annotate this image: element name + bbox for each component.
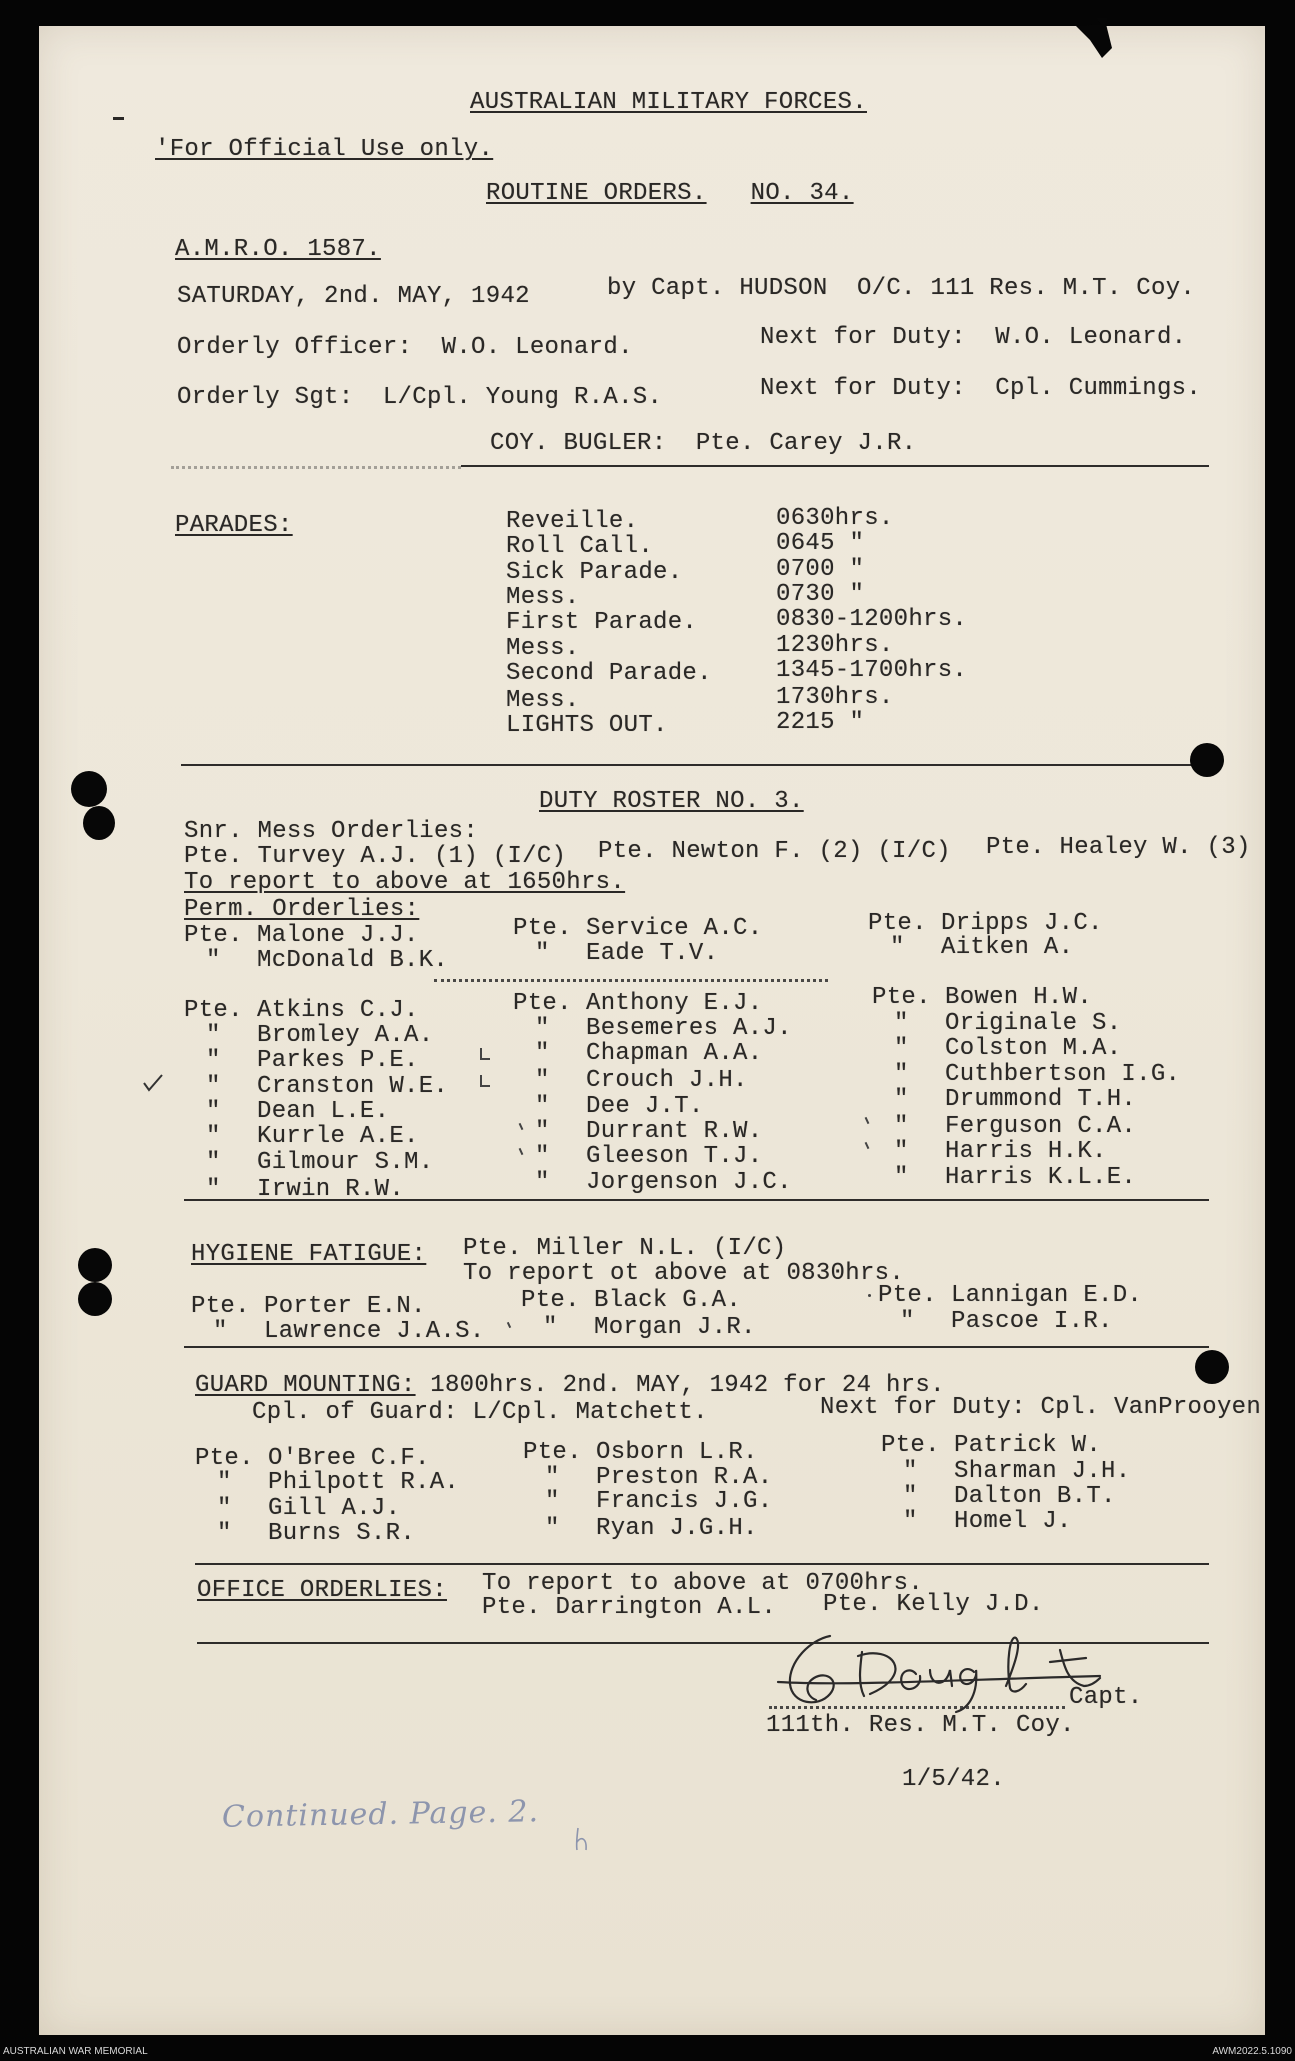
tick-mark xyxy=(868,1294,871,1297)
snr-mess-label: Snr. Mess Orderlies: xyxy=(184,818,479,845)
member-name: Cuthbertson I.G. xyxy=(945,1061,1181,1088)
ditto-mark: " xyxy=(535,1093,550,1120)
classification-note: 'For Official Use only. xyxy=(155,136,494,163)
ditto-mark: " xyxy=(217,1520,232,1547)
guard-next: Next for Duty: Cpl. VanProoyen xyxy=(820,1394,1262,1421)
ditto-mark: " xyxy=(900,1308,915,1335)
ditto-mark: " xyxy=(206,1149,221,1176)
member-name: Preston R.A. xyxy=(596,1464,773,1491)
ditto-mark: " xyxy=(217,1495,232,1522)
pencil-initial xyxy=(572,1826,594,1852)
hygiene-heading: HYGIENE FATIGUE: xyxy=(191,1241,427,1268)
orderly-officer-next: Next for Duty: W.O. Leonard. xyxy=(760,324,1187,351)
signature xyxy=(770,1622,1110,1714)
member-name: Malone J.J. xyxy=(257,922,419,949)
member-name: Ferguson C.A. xyxy=(945,1113,1137,1140)
ditto-mark: " xyxy=(894,1086,909,1113)
rank-prefix: Pte. xyxy=(513,990,572,1017)
snr-mess-orderly: Pte. Healey W. (3) xyxy=(986,834,1251,861)
parade-activity: Mess. xyxy=(506,584,580,611)
parade-time: 0700 " xyxy=(776,556,865,583)
ditto-mark: " xyxy=(535,1067,550,1094)
member-name: Bromley A.A. xyxy=(257,1022,434,1049)
perm-orderlies-label: Perm. Orderlies: xyxy=(184,896,420,923)
ditto-mark: " xyxy=(894,1061,909,1088)
orderly-officer: Orderly Officer: W.O. Leonard. xyxy=(177,334,633,361)
member-name: O'Bree C.F. xyxy=(268,1445,430,1472)
orderly-sgt: Orderly Sgt: L/Cpl. Young R.A.S. xyxy=(177,384,663,411)
ditto-mark: " xyxy=(206,1098,221,1125)
snr-mess-report: To report to above at 1650hrs. xyxy=(184,869,626,896)
ditto-mark: " xyxy=(535,1143,550,1170)
member-name: Philpott R.A. xyxy=(268,1469,460,1496)
rank-prefix: Pte. xyxy=(878,1282,937,1309)
parade-time: 0830-1200hrs. xyxy=(776,606,968,633)
member-name: Durrant R.W. xyxy=(586,1118,763,1145)
member-name: Crouch J.H. xyxy=(586,1067,748,1094)
parade-activity: Mess. xyxy=(506,635,580,662)
ditto-mark: " xyxy=(206,1047,221,1074)
document-title: AUSTRALIAN MILITARY FORCES. xyxy=(470,89,867,116)
member-name: Harris H.K. xyxy=(945,1138,1107,1165)
member-name: Irwin R.W. xyxy=(257,1176,405,1203)
office-heading: OFFICE ORDERLIES: xyxy=(197,1577,447,1604)
snr-mess-orderly: Pte. Turvey A.J. (1) (I/C) xyxy=(184,843,567,870)
member-name: Dripps J.C. xyxy=(941,910,1103,937)
ditto-mark: " xyxy=(543,1314,558,1341)
member-name: Lannigan E.D. xyxy=(951,1282,1143,1309)
guard-detail: 1800hrs. 2nd. MAY, 1942 for 24 hrs. xyxy=(430,1372,945,1399)
routine-orders-heading xyxy=(486,181,854,207)
member-name: Osborn L.R. xyxy=(596,1439,758,1466)
ditto-mark: " xyxy=(213,1318,228,1345)
parade-time: 0730 " xyxy=(776,581,865,608)
coy-bugler: COY. BUGLER: Pte. Carey J.R. xyxy=(490,430,917,457)
amro-number: A.M.R.O. 1587. xyxy=(175,236,381,263)
ditto-mark: " xyxy=(903,1483,918,1510)
office-report: To report to above at 0700hrs. xyxy=(482,1570,924,1597)
divider-rule xyxy=(181,764,1209,766)
ditto-mark: " xyxy=(206,947,221,974)
hygiene-report: To report ot above at 0830hrs. xyxy=(463,1260,905,1287)
parade-time: 1345-1700hrs. xyxy=(776,657,968,684)
member-name: McDonald B.K. xyxy=(257,947,449,974)
signoff-unit: 111th. Res. M.T. Coy. xyxy=(766,1712,1075,1739)
member-name: Drummond T.H. xyxy=(945,1086,1137,1113)
torn-corner xyxy=(1068,18,1138,64)
ditto-mark: " xyxy=(894,1113,909,1140)
member-name: Parkes P.E. xyxy=(257,1047,419,1074)
member-name: Lawrence J.A.S. xyxy=(264,1318,485,1345)
punch-hole xyxy=(78,1282,112,1316)
ditto-mark: " xyxy=(535,1169,550,1196)
parade-activity: Reveille. xyxy=(506,508,639,535)
member-name: Chapman A.A. xyxy=(586,1040,763,1067)
parade-time: 1230hrs. xyxy=(776,632,894,659)
member-name: Gleeson T.J. xyxy=(586,1143,763,1170)
member-name: Porter E.N. xyxy=(264,1293,426,1320)
signoff-rank: Capt. xyxy=(1069,1684,1143,1711)
parade-activity: Second Parade. xyxy=(506,660,712,687)
rank-prefix: Pte. xyxy=(521,1287,580,1314)
signoff-date: 1/5/42. xyxy=(902,1766,1005,1793)
snr-mess-orderly: Pte. Newton F. (2) (I/C) xyxy=(598,838,951,865)
member-name: Black G.A. xyxy=(594,1287,742,1314)
member-name: Pascoe I.R. xyxy=(951,1308,1113,1335)
member-name: Besemeres A.J. xyxy=(586,1015,792,1042)
parade-activity: LIGHTS OUT. xyxy=(506,712,668,739)
member-name: Dean L.E. xyxy=(257,1098,390,1125)
stray-mark xyxy=(113,117,124,120)
hygiene-leader: Pte. Miller N.L. (I/C) xyxy=(463,1235,787,1262)
ditto-mark: " xyxy=(894,1010,909,1037)
duty-roster-title: DUTY ROSTER NO. 3. xyxy=(539,788,804,815)
ditto-mark: " xyxy=(903,1458,918,1485)
order-date: SATURDAY, 2nd. MAY, 1942 xyxy=(177,283,530,310)
member-name: Service A.C. xyxy=(586,915,763,942)
rank-prefix: Pte. xyxy=(184,997,243,1024)
rank-prefix: Pte. xyxy=(872,984,931,1011)
rank-prefix: Pte. xyxy=(191,1293,250,1320)
member-name: Morgan J.R. xyxy=(594,1314,756,1341)
ditto-mark: " xyxy=(903,1508,918,1535)
tick-mark xyxy=(480,1048,490,1060)
roster-separator xyxy=(434,979,828,982)
ditto-mark: " xyxy=(206,1073,221,1100)
ditto-mark: " xyxy=(217,1469,232,1496)
rank-prefix: Pte. xyxy=(513,915,572,942)
ditto-mark: " xyxy=(894,1035,909,1062)
ditto-mark: " xyxy=(535,940,550,967)
ditto-mark: " xyxy=(545,1515,560,1542)
footer-accession: AWM2022.5.1090 xyxy=(1212,2046,1292,2057)
member-name: Originale S. xyxy=(945,1010,1122,1037)
orderly-sgt-next: Next for Duty: Cpl. Cummings. xyxy=(760,375,1202,402)
member-name: Anthony E.J. xyxy=(586,990,763,1017)
parade-activity: First Parade. xyxy=(506,609,698,636)
parade-time: 0630hrs. xyxy=(776,505,894,532)
parade-time: 0645 " xyxy=(776,530,865,557)
member-name: Aitken A. xyxy=(941,934,1074,961)
member-name: Ryan J.G.H. xyxy=(596,1515,758,1542)
member-name: Francis J.G. xyxy=(596,1488,773,1515)
parades-heading: PARADES: xyxy=(175,512,293,539)
ditto-mark: " xyxy=(535,1040,550,1067)
punch-hole xyxy=(1190,743,1224,777)
member-name: Patrick W. xyxy=(954,1432,1102,1459)
rank-prefix: Pte. xyxy=(868,910,927,937)
member-name: Gilmour S.M. xyxy=(257,1149,434,1176)
dotted-rule xyxy=(171,466,461,469)
parade-activity: Sick Parade. xyxy=(506,559,683,586)
ditto-mark: " xyxy=(206,1123,221,1150)
orders-title: ROUTINE ORDERS. xyxy=(486,180,707,207)
guard-heading: GUARD MOUNTING: xyxy=(195,1372,416,1399)
check-mark xyxy=(143,1074,163,1092)
member-name: Dalton B.T. xyxy=(954,1483,1116,1510)
member-name: Kurrle A.E. xyxy=(257,1123,419,1150)
member-name: Cranston W.E. xyxy=(257,1073,449,1100)
member-name: Gill A.J. xyxy=(268,1495,401,1522)
divider-rule xyxy=(195,1563,1209,1565)
member-name: Eade T.V. xyxy=(586,940,719,967)
punch-hole xyxy=(1195,1350,1229,1384)
ditto-mark: " xyxy=(206,1022,221,1049)
member-name: Dee J.T. xyxy=(586,1093,704,1120)
parade-time: 2215 " xyxy=(776,709,865,736)
rank-prefix: Pte. xyxy=(184,922,243,949)
ditto-mark: " xyxy=(535,1118,550,1145)
ditto-mark: " xyxy=(894,1138,909,1165)
member-name: Harris K.L.E. xyxy=(945,1164,1137,1191)
parade-activity: Mess. xyxy=(506,687,580,714)
rank-prefix: Pte. xyxy=(523,1439,582,1466)
parade-activity: Roll Call. xyxy=(506,533,654,560)
orders-number: NO. 34. xyxy=(750,180,854,207)
member-name: Atkins C.J. xyxy=(257,997,419,1024)
parade-time: 1730hrs. xyxy=(776,684,894,711)
tick-mark xyxy=(480,1075,490,1087)
member-name: Bowen H.W. xyxy=(945,984,1093,1011)
rank-prefix: Pte. xyxy=(195,1445,254,1472)
rank-prefix: Pte. xyxy=(881,1432,940,1459)
ditto-mark: " xyxy=(890,934,905,961)
issued-by: by Capt. HUDSON O/C. 111 Res. M.T. Coy. xyxy=(607,275,1196,302)
footer-credit: AUSTRALIAN WAR MEMORIAL xyxy=(3,2046,148,2057)
office-orderly: Pte. Kelly J.D. xyxy=(823,1591,1044,1618)
ditto-mark: " xyxy=(545,1464,560,1491)
member-name: Burns S.R. xyxy=(268,1520,416,1547)
office-orderly: Pte. Darrington A.L. xyxy=(482,1594,777,1621)
divider-rule xyxy=(184,1346,1209,1348)
pencil-annotation: Continued. Page. 2. xyxy=(221,1794,540,1835)
ditto-mark: " xyxy=(894,1164,909,1191)
guard-corporal: Cpl. of Guard: L/Cpl. Matchett. xyxy=(252,1399,708,1426)
divider-rule xyxy=(461,465,1209,467)
punch-hole xyxy=(83,806,115,840)
member-name: Jorgenson J.C. xyxy=(586,1169,792,1196)
ditto-mark: " xyxy=(206,1176,221,1203)
member-name: Colston M.A. xyxy=(945,1035,1122,1062)
ditto-mark: " xyxy=(545,1488,560,1515)
member-name: Homel J. xyxy=(954,1508,1072,1535)
ditto-mark: " xyxy=(535,1015,550,1042)
punch-hole xyxy=(78,1248,112,1282)
punch-hole xyxy=(71,771,107,807)
member-name: Sharman J.H. xyxy=(954,1458,1131,1485)
